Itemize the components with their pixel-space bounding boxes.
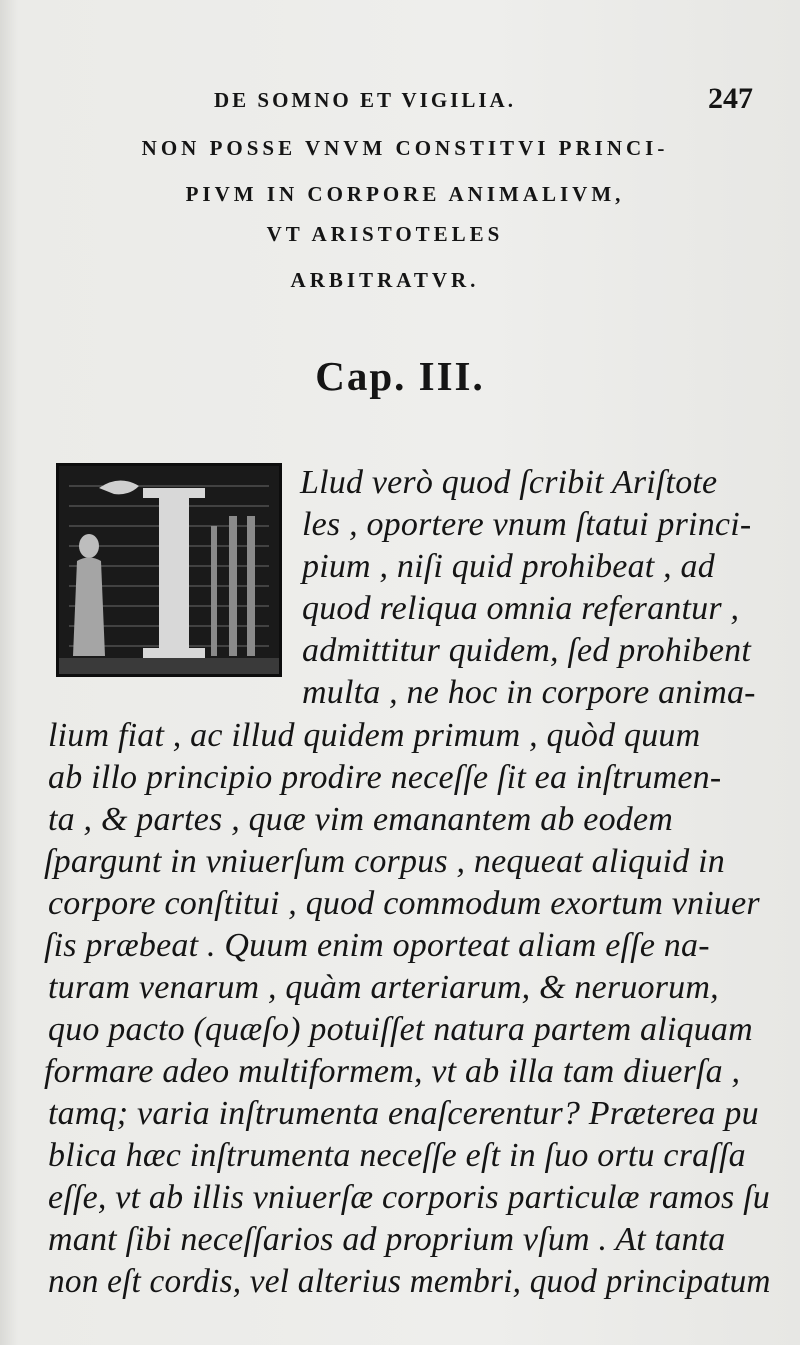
text-line: ſis præbeat . Quum enim oporteat aliam eſſe na- bbox=[44, 927, 710, 964]
text-line: non eſt cordis, vel alterius membri, quod principatum bbox=[48, 1263, 771, 1300]
chapter-caption-line-3: VT ARISTOTELES bbox=[266, 222, 504, 246]
text-line: multa , ne hoc in corpore anima- bbox=[302, 674, 756, 711]
chapter-heading: Cap. III. bbox=[315, 353, 485, 399]
text-line: blica hæc inſtrumenta neceſſe eſt in ſuo ortu craſſa bbox=[48, 1137, 746, 1174]
text-line: eſſe, vt ab illis vniuerſæ corporis particulæ ramos ſu bbox=[48, 1179, 770, 1216]
text-line: pium , niſi quid prohibeat , ad bbox=[302, 548, 715, 585]
running-title: DE SOMNO ET VIGILIA. bbox=[214, 88, 516, 112]
text-line: les , oportere vnum ſtatui princi- bbox=[302, 506, 752, 543]
text-line: ab illo principio prodire neceſſe ſit ea inſtrumen- bbox=[48, 759, 722, 796]
text-line: tamq; varia inſtrumenta enaſcerentur? Præterea pu bbox=[48, 1095, 759, 1132]
text-line: admittitur quidem, ſed prohibent bbox=[302, 632, 751, 669]
text-line: lium fiat , ac illud quidem primum , quòd quum bbox=[48, 717, 701, 754]
page-number: 247 bbox=[708, 82, 753, 115]
text-line: Llud verò quod ſcribit Ariſtote bbox=[300, 464, 718, 501]
text-line: ſpargunt in vniuerſum corpus , nequeat aliquid in bbox=[44, 843, 725, 880]
text-line: mant ſibi neceſſarios ad proprium vſum . At tanta bbox=[48, 1221, 726, 1258]
chapter-caption-line-4: ARBITRATVR. bbox=[290, 268, 480, 292]
chapter-caption-line-2: PIVM IN CORPORE ANIMALIVM, bbox=[185, 182, 625, 206]
text-line: ta , & partes , quæ vim emanantem ab eodem bbox=[48, 801, 674, 838]
text-line: corpore conſtitui , quod commodum exortum vniuer bbox=[48, 885, 760, 922]
chapter-caption-line-1: NON POSSE VNVM CONSTITVI PRINCI- bbox=[141, 136, 669, 160]
text-line: turam venarum , quàm arteriarum, & neruorum, bbox=[48, 969, 719, 1006]
text-line: quod reliqua omnia referantur , bbox=[302, 590, 740, 627]
text-line: quo pacto (quæſo) potuiſſet natura partem aliquam bbox=[48, 1011, 753, 1048]
text-line: formare adeo multiformem, vt ab illa tam diuerſa , bbox=[44, 1053, 741, 1090]
